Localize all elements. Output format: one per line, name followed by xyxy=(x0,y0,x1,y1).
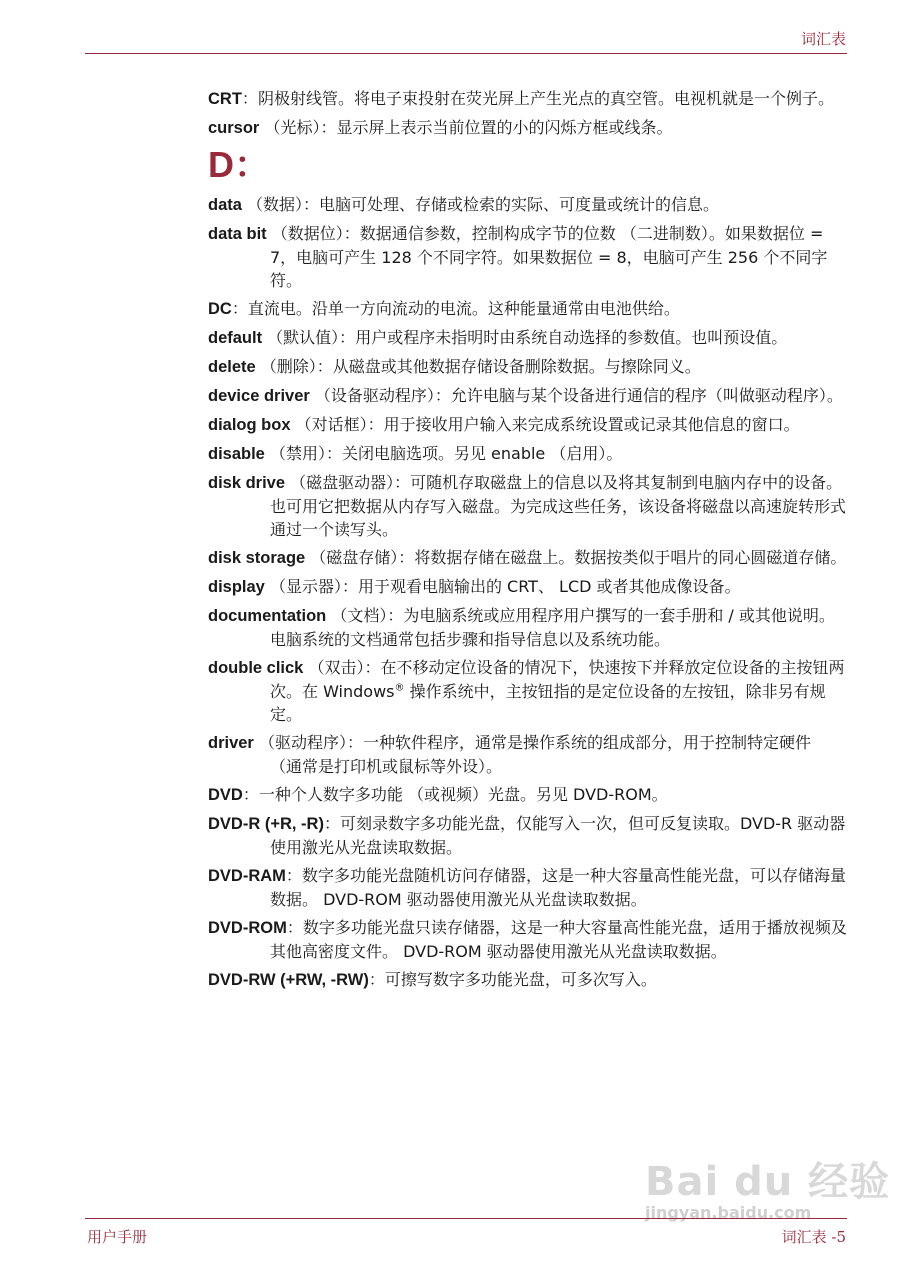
entry-definition: 数据通信参数，控制构成字节的位数 （二进制数）。如果数据位 = 7，电脑可产生 128 个不同字符。如果数据位 = 8，电脑可产生 256 个不同字符。 xyxy=(270,224,828,290)
glossary-entry xyxy=(208,384,848,408)
entry-separator: （磁盘存储）： xyxy=(305,548,415,567)
entry-separator: （禁用）： xyxy=(264,444,342,463)
glossary-entry xyxy=(208,471,848,541)
glossary-entry xyxy=(208,442,848,466)
entry-definition: 允许电脑与某个设备进行通信的程序（叫做驱动程序）。 xyxy=(450,386,843,405)
entry-separator: ： xyxy=(286,918,303,937)
entry-term: DC xyxy=(208,300,232,318)
entry-separator: （设备驱动程序）： xyxy=(309,386,451,405)
header-title: 词汇表 xyxy=(800,30,846,48)
entry-term: dialog box xyxy=(208,416,291,434)
entry-term: data xyxy=(208,196,242,214)
entry-definition: 可擦写数字多功能光盘，可多次写入。 xyxy=(384,970,657,989)
entry-definition: 一种个人数字多功能 （或视频）光盘。另见 DVD-ROM。 xyxy=(258,785,668,804)
entry-term: display xyxy=(208,578,265,596)
glossary-content xyxy=(208,87,848,997)
glossary-entry xyxy=(208,116,848,140)
entry-term: data bit xyxy=(208,225,267,243)
entry-term: disable xyxy=(208,445,265,463)
glossary-entry xyxy=(208,656,848,726)
entry-separator: （数据位）： xyxy=(266,224,360,243)
entry-term: delete xyxy=(208,358,256,376)
entry-term: documentation xyxy=(208,607,327,625)
glossary-entry xyxy=(208,193,848,217)
entry-separator: （显示器）： xyxy=(264,577,358,596)
entry-definition: 从磁盘或其他数据存储设备删除数据。与擦除同义。 xyxy=(332,357,701,376)
glossary-entry xyxy=(208,222,848,292)
entry-separator: ： xyxy=(242,785,259,804)
entry-definition: 数字多功能光盘随机访问存储器，这是一种大容量高性能光盘，可以存储海量数据。 DVD-ROM 驱动器使用激光从光盘读取数据。 xyxy=(270,866,846,909)
glossary-entry xyxy=(208,731,848,778)
section-heading: D： xyxy=(208,144,270,185)
entry-term: DVD-R (+R, -R) xyxy=(208,815,324,833)
entry-separator: （数据）： xyxy=(241,195,320,214)
glossary-entry xyxy=(208,413,848,437)
entry-definition: 为电脑系统或应用程序用户撰写的一套手册和 / 或其他说明。电脑系统的文档通常包括步骤和指导信息以及系统功能。 xyxy=(270,606,835,649)
glossary-entry xyxy=(208,326,848,350)
glossary-entry xyxy=(208,355,848,379)
entry-definition: 数字多功能光盘只读存储器，这是一种大容量高性能光盘，适用于播放视频及其他高密度文件。 DVD-ROM 驱动器使用激光从光盘读取数据。 xyxy=(270,918,847,961)
entry-term: DVD xyxy=(208,786,243,804)
entry-separator: （光标）： xyxy=(259,118,337,137)
entry-term: DVD-RAM xyxy=(208,867,286,885)
entry-definition: 在不移动定位设备的情况下，快速按下并释放定位设备的主按钮两次。在 Windows xyxy=(270,658,845,701)
entry-definition: 用户或程序未指明时由系统自动选择的参数值。也叫预设值。 xyxy=(355,328,788,347)
entry-term: DVD-ROM xyxy=(208,919,287,937)
watermark-url: jingyan.baidu.com xyxy=(645,1203,812,1222)
entry-definition: 可刻录数字多功能光盘，仅能写入一次，但可反复读取。DVD-R 驱动器使用激光从光盘读取数据。 xyxy=(270,814,846,857)
entry-definition: 用于接收用户输入来完成系统设置或记录其他信息的窗口。 xyxy=(383,415,800,434)
entry-term: cursor xyxy=(208,119,260,137)
entry-term: default xyxy=(208,329,263,347)
glossary-entry xyxy=(208,604,848,651)
entry-definition: 阴极射线管。将电子束投射在荧光屏上产生光点的真空管。电视机就是一个例子。 xyxy=(257,89,834,108)
entry-separator: （驱动程序）： xyxy=(253,733,363,752)
footer-divider xyxy=(85,1218,847,1219)
entry-term: disk storage xyxy=(208,549,306,567)
entry-separator: ： xyxy=(368,970,385,989)
entry-separator: （默认值）： xyxy=(262,328,356,347)
entry-term: CRT xyxy=(208,90,242,108)
entry-separator: ： xyxy=(231,299,248,318)
entry-definition: 用于观看电脑输出的 CRT、 LCD 或者其他成像设备。 xyxy=(357,577,741,596)
entry-definition-cont: 操作系统中，主按钮指的是定位设备的左按钮，除非另有规定。 xyxy=(270,682,826,724)
entry-term: double click xyxy=(208,659,304,677)
entry-definition: 可随机存取磁盘上的信息以及将其复制到电脑内存中的设备。也可用它把数据从内存写入磁盘。为完成这些任务，该设备将磁盘以高速旋转形式通过一个读写头。 xyxy=(270,473,847,539)
entry-definition: 显示屏上表示当前位置的小的闪烁方框或线条。 xyxy=(336,118,673,137)
header-divider xyxy=(85,53,847,54)
glossary-entry xyxy=(208,297,848,321)
glossary-entry xyxy=(208,864,848,911)
entry-definition: 将数据存储在磁盘上。数据按类似于唱片的同心圆磁道存储。 xyxy=(414,548,847,567)
entry-separator: ： xyxy=(285,866,302,885)
entry-separator: （双击）： xyxy=(303,658,381,677)
entry-separator: ： xyxy=(241,89,258,108)
registered-mark: ® xyxy=(394,682,405,694)
baidu-watermark xyxy=(645,1150,890,1222)
entry-separator: （文档）： xyxy=(326,606,404,625)
entry-definition: 电脑可处理、存储或检索的实际、可度量或统计的信息。 xyxy=(319,195,720,214)
entry-separator: （删除）： xyxy=(255,357,333,376)
glossary-entry xyxy=(208,916,848,963)
entry-definition: 一种软件程序，通常是操作系统的组成部分，用于控制特定硬件 （通常是打印机或鼠标等外设）。 xyxy=(270,733,811,776)
entry-term: disk drive xyxy=(208,474,286,492)
footer-manual-title: 用户手册 xyxy=(87,1228,148,1246)
footer-page-number: 词汇表 -5 xyxy=(781,1228,846,1246)
watermark-logo-text: Bai du 经验 xyxy=(645,1159,891,1205)
entry-separator: （对话框）： xyxy=(290,415,384,434)
entry-definition: 关闭电脑选项。另见 enable （启用）。 xyxy=(341,444,623,463)
entry-definition: 直流电。沿单一方向流动的电流。这种能量通常由电池供给。 xyxy=(247,299,680,318)
glossary-entry xyxy=(208,783,848,807)
glossary-entry xyxy=(208,812,848,859)
entry-separator: （磁盘驱动器）： xyxy=(285,473,411,492)
glossary-entry xyxy=(208,575,848,599)
entry-term: DVD-RW (+RW, -RW) xyxy=(208,971,369,989)
entry-separator: ： xyxy=(323,814,340,833)
entry-term: driver xyxy=(208,734,254,752)
glossary-entry xyxy=(208,87,848,111)
glossary-entry xyxy=(208,546,848,570)
glossary-entry xyxy=(208,968,848,992)
entry-term: device driver xyxy=(208,387,310,405)
